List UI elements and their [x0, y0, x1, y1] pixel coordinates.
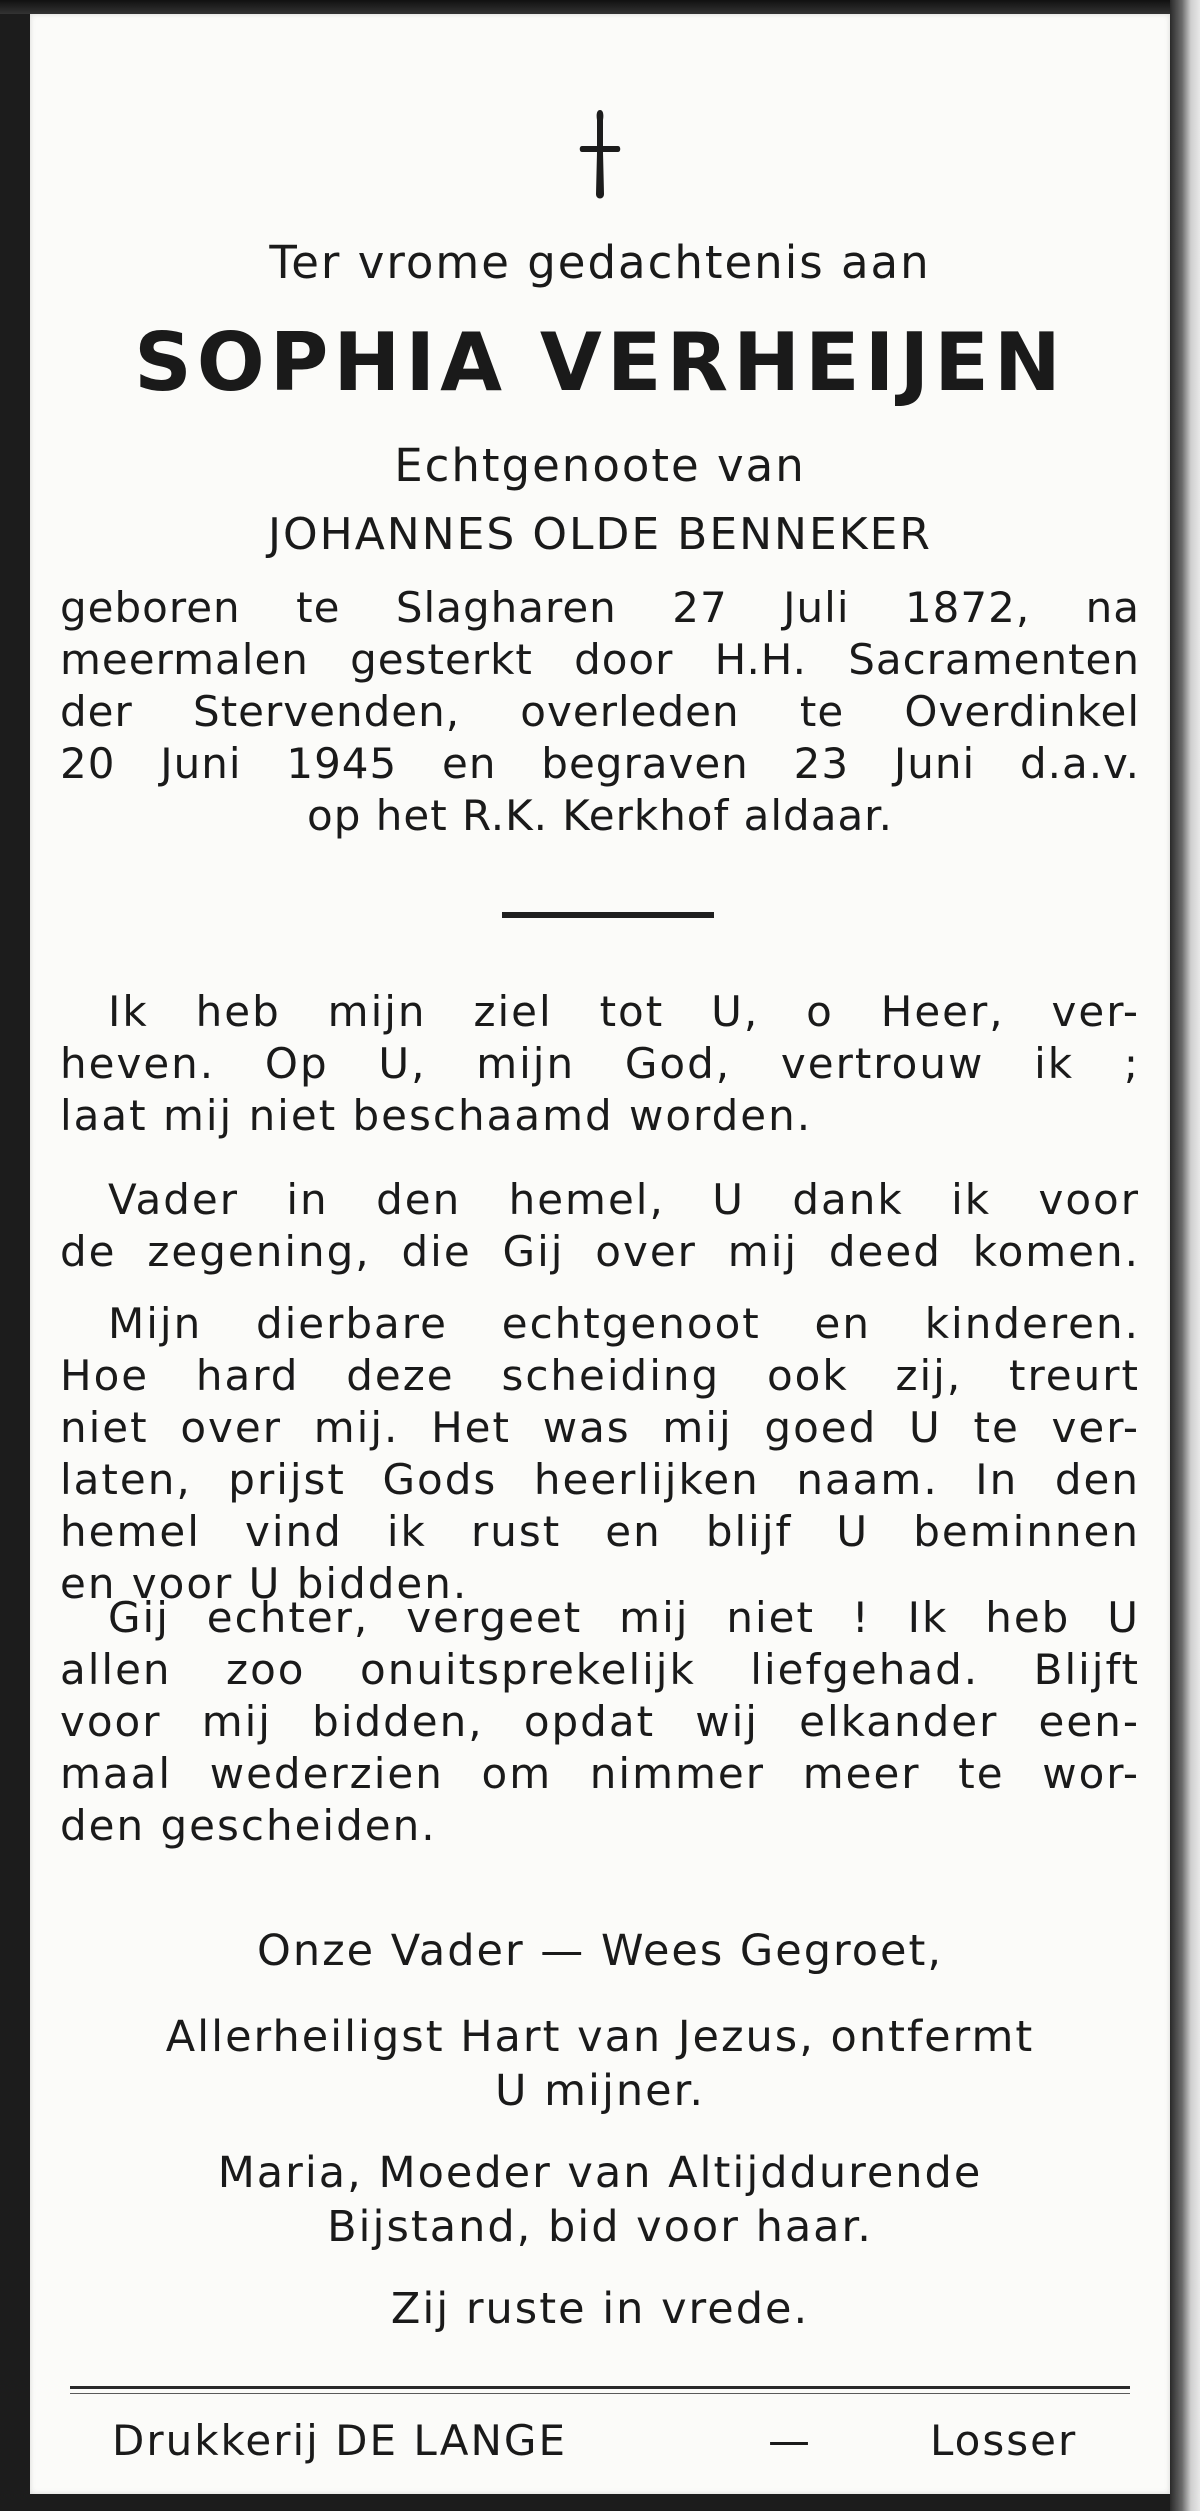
footer-divider-thin	[70, 2393, 1130, 2394]
prayer-maria-line-2: Bijstand, bid voor haar.	[327, 2202, 873, 2252]
cross-icon	[30, 106, 1170, 206]
verse-line: Ik heb mijn ziel tot U, o Heer, ver-	[108, 987, 1140, 1036]
footer-divider	[70, 2386, 1130, 2389]
verse-line: heven. Op U, mijn God, vertrouw ik ;	[60, 1039, 1140, 1088]
printer-name: Drukkerij DE LANGE	[112, 2416, 567, 2465]
verse-paragraph-4	[60, 1592, 1140, 1852]
prayer-onze-vader: Onze Vader — Wees Gegroet,	[256, 1926, 944, 1976]
verse-line: de zegening, die Gij over mij deed komen.	[60, 1227, 1140, 1276]
verse-line: laten, prijst Gods heerlijken naam. In den	[60, 1455, 1140, 1504]
verse-line: laat mij niet beschaamd worden.	[60, 1091, 813, 1140]
verse-line: maal wederzien om nimmer meer te wor-	[60, 1749, 1140, 1798]
verse-line: allen zoo onuitsprekelijk liefgehad. Blijft	[60, 1645, 1140, 1694]
verse-paragraph-1	[60, 986, 1140, 1142]
prayer-maria-line-1: Maria, Moeder van Altijddurende	[217, 2148, 983, 2198]
verse-line: den gescheiden.	[60, 1801, 437, 1850]
divider	[502, 912, 714, 918]
biography-line: meermalen gesterkt door H.H. Sacramenten	[60, 635, 1140, 684]
verse-line: voor mij bidden, opdat wij elkander een-	[60, 1697, 1140, 1746]
prayer-sacred-heart-line-2: U mijner.	[494, 2066, 706, 2116]
biography-line: der Stervenden, overleden te Overdinkel	[60, 687, 1140, 736]
verse-line: en voor U bidden.	[60, 1559, 469, 1608]
footer-dash: —	[768, 2416, 812, 2465]
dedication-heading: Ter vrome gedachtenis aan	[269, 236, 931, 289]
verse-line: hemel vind ik rust en blijf U beminnen	[60, 1507, 1140, 1556]
deceased-name: SOPHIA VERHEIJEN	[134, 316, 1066, 409]
biography-line: geboren te Slagharen 27 Juli 1872, na	[60, 583, 1140, 632]
printer-location: Losser	[930, 2416, 1078, 2465]
biography	[60, 582, 1140, 842]
verse-line: Vader in den hemel, U dank ik voor	[108, 1175, 1140, 1224]
verse-line: Gij echter, vergeet mij niet ! Ik heb U	[108, 1593, 1140, 1642]
prayer-sacred-heart-line-1: Allerheiligst Hart van Jezus, ontfermt	[165, 2012, 1035, 2062]
biography-line: op het R.K. Kerkhof aldaar.	[307, 791, 893, 840]
verse-line: niet over mij. Het was mij goed U te ver-	[60, 1403, 1140, 1452]
card-top-edge	[0, 0, 1200, 14]
card-right-edge	[1170, 0, 1200, 2511]
verse-paragraph-3	[60, 1298, 1140, 1610]
verse-line: Mijn dierbare echtgenoot en kinderen.	[108, 1299, 1140, 1348]
spouse-name: JOHANNES OLDE BENNEKER	[268, 509, 932, 560]
verse-paragraph-2	[60, 1174, 1140, 1278]
verse-line: Hoe hard deze scheiding ook zij, treurt	[60, 1351, 1140, 1400]
spouse-intro: Echtgenoote van	[394, 439, 806, 492]
biography-line: 20 Juni 1945 en begraven 23 Juni d.a.v.	[60, 739, 1140, 788]
memorial-card	[30, 14, 1170, 2494]
closing-line: Zij ruste in vrede.	[390, 2284, 810, 2334]
